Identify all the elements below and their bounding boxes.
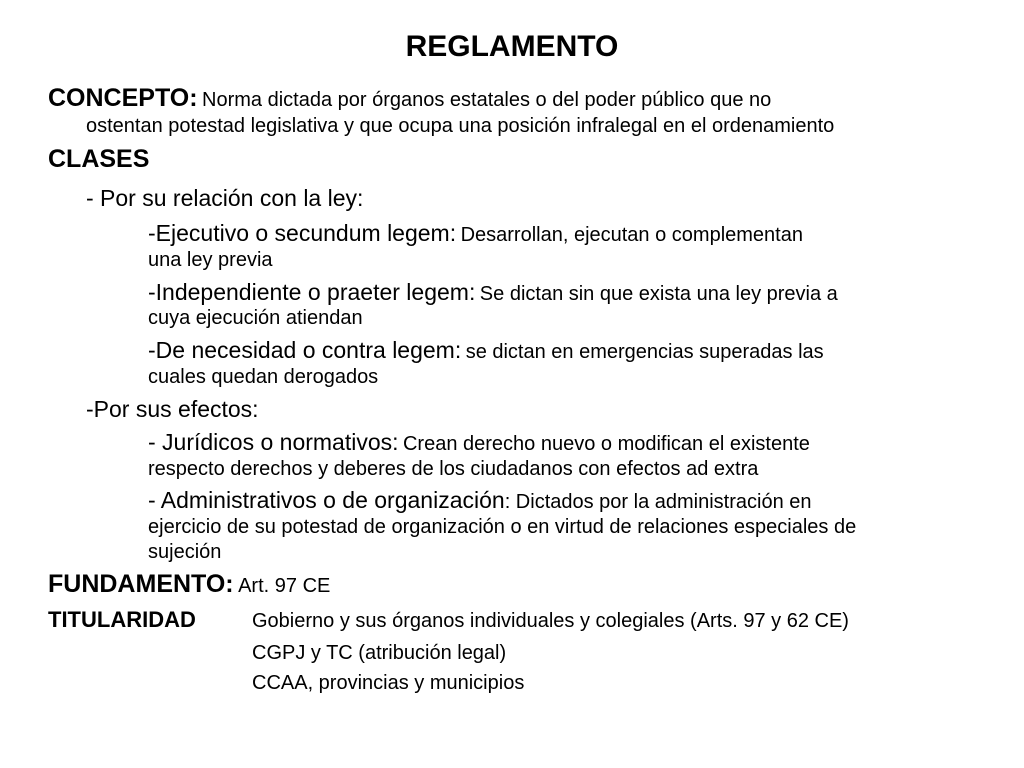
efectos-item-juridicos <box>148 429 810 456</box>
item-text-1: se dictan en emergencias superadas las <box>465 341 824 363</box>
item-text-1: Crean derecho nuevo o modifican el existente <box>402 433 810 455</box>
fundamento-label: FUNDAMENTO: <box>48 570 234 598</box>
titularidad-line-3: CCAA, provincias y municipios <box>252 672 525 694</box>
concepto-line-1 <box>48 84 771 113</box>
fundamento-line <box>48 570 330 599</box>
item-term: -De necesidad o contra legem: <box>148 337 462 363</box>
relacion-item-necesidad <box>148 337 824 364</box>
item-text-1: : Dictados por la administración en <box>504 491 812 513</box>
item-text-2: cuales quedan derogados <box>148 366 379 388</box>
item-term: -Independiente o praeter legem: <box>148 279 476 305</box>
relacion-heading: - Por su relación con la ley: <box>86 185 364 211</box>
item-text-1: Se dictan sin que exista una ley previa a <box>479 283 838 305</box>
item-text-2: una ley previa <box>148 249 273 271</box>
item-text-2: ejercicio de su potestad de organización o en virtud de relaciones especiales de <box>148 516 857 538</box>
item-term: - Administrativos o de organización <box>148 487 505 513</box>
item-text-2: cuya ejecución atiendan <box>148 307 363 329</box>
efectos-item-administrativos <box>148 487 812 514</box>
titularidad-label: TITULARIDAD <box>48 607 196 632</box>
item-text-2: respecto derechos y deberes de los ciudadanos con efectos ad extra <box>148 458 759 480</box>
relacion-item-independiente <box>148 279 838 306</box>
concepto-text-1: Norma dictada por órganos estatales o del poder público que no <box>202 89 772 111</box>
item-term: -Ejecutivo o secundum legem: <box>148 220 457 246</box>
page-title: REGLAMENTO <box>405 30 619 63</box>
titularidad-line-2: CGPJ y TC (atribución legal) <box>252 642 507 664</box>
titularidad-line-1: Gobierno y sus órganos individuales y colegiales (Arts. 97 y 62 CE) <box>252 610 849 632</box>
item-term: - Jurídicos o normativos: <box>148 429 399 455</box>
fundamento-value: Art. 97 CE <box>238 575 331 597</box>
relacion-item-ejecutivo <box>148 220 803 247</box>
item-text-1: Desarrollan, ejecutan o complementan <box>460 224 803 246</box>
efectos-heading: -Por sus efectos: <box>86 396 259 422</box>
concepto-text-2: ostentan potestad legislativa y que ocupa una posición infralegal en el ordenamiento <box>86 115 835 137</box>
clases-label: CLASES <box>48 145 150 173</box>
concepto-label: CONCEPTO: <box>48 84 198 112</box>
item-text-3: sujeción <box>148 541 222 563</box>
